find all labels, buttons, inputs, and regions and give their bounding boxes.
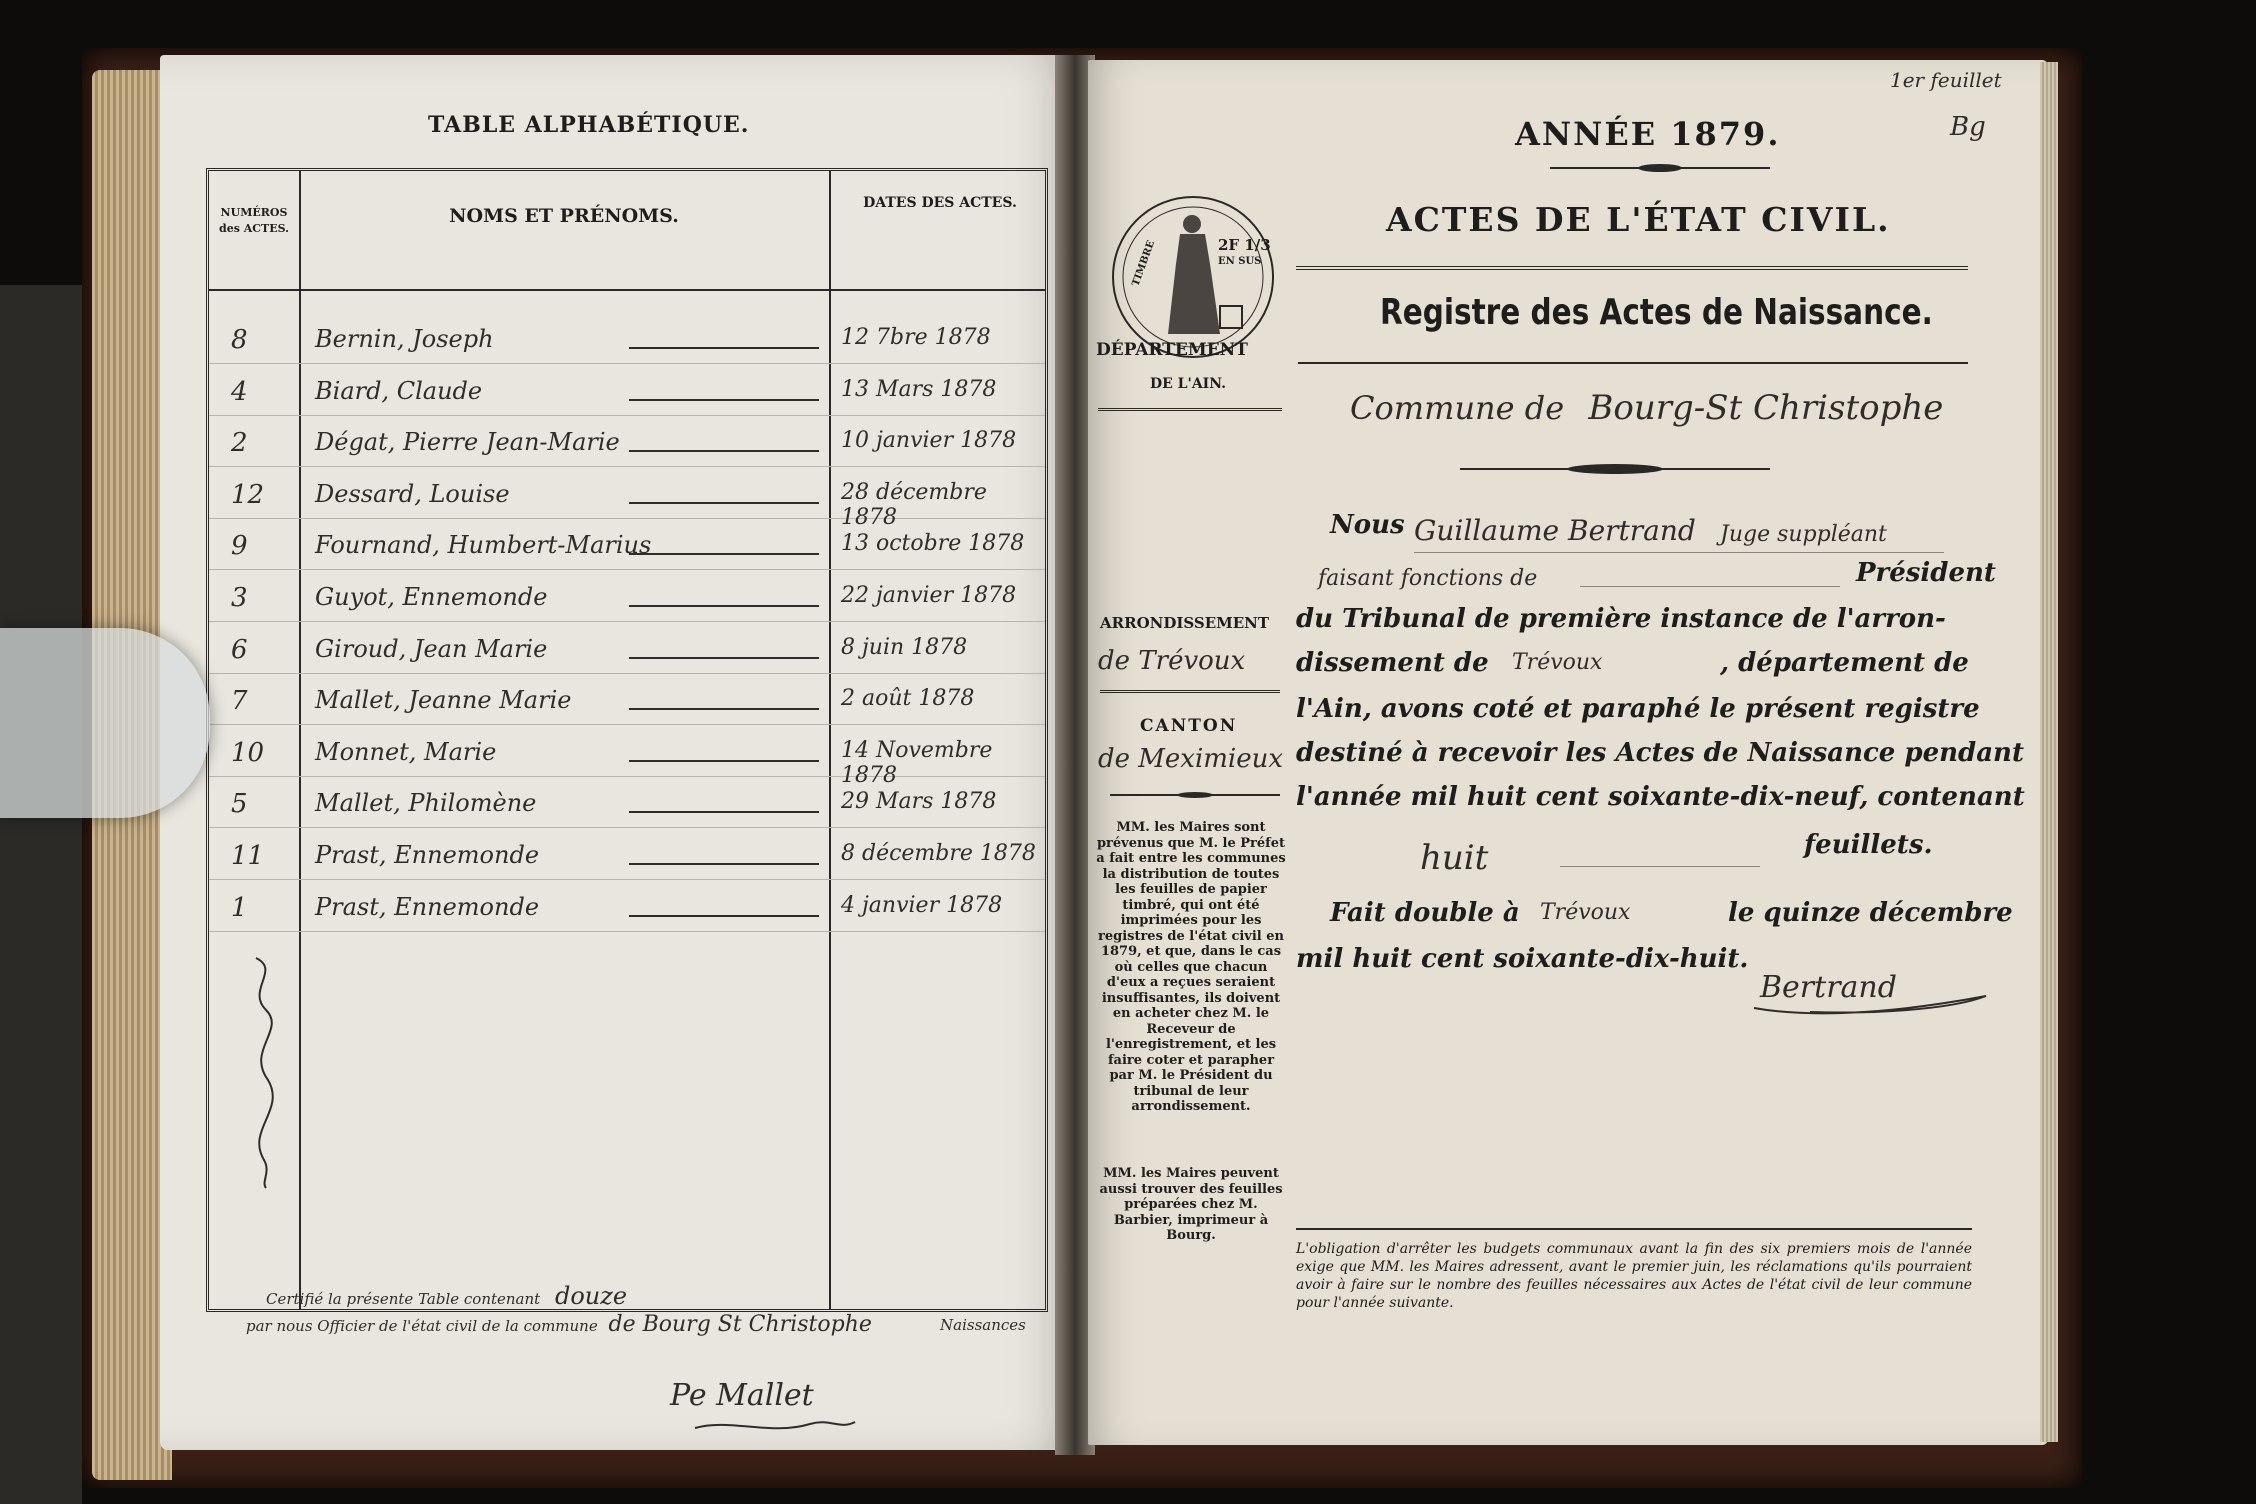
entry-filler-line	[629, 760, 819, 762]
feuillets-label: feuillets.	[1804, 830, 1933, 860]
president-label: Président	[1856, 558, 1996, 588]
entry-filler-line	[629, 811, 819, 813]
departement-label: DÉPARTEMENT	[1096, 340, 1248, 360]
body-line-2-hand: Trévoux	[1512, 650, 1603, 675]
entry-filler-line	[629, 399, 819, 401]
entry-filler-line	[629, 657, 819, 659]
certification-signature: Pe Mallet	[670, 1378, 814, 1413]
header-names: NOMS ET PRÉNOMS.	[449, 205, 679, 227]
entry-filler-line	[629, 605, 819, 607]
entry-date: 12 7bre 1878	[841, 325, 991, 350]
entry-number: 8	[231, 325, 248, 355]
certification-commune: de Bourg St Christophe	[608, 1312, 872, 1337]
certification-count: douze	[554, 1282, 628, 1310]
entry-date: 28 décembre 1878	[841, 479, 987, 530]
column-divider	[299, 171, 301, 1309]
register-rule	[1298, 362, 1968, 364]
entry-name: Prast, Ennemonde	[315, 892, 540, 921]
departement-name: DE L'AIN.	[1150, 376, 1227, 392]
fait-date: le quinze décembre	[1728, 898, 2013, 928]
row-rule	[209, 931, 1045, 932]
entry-name: Dessard, Louise	[315, 479, 510, 508]
row-rule	[209, 673, 1045, 674]
page-clip	[0, 628, 210, 818]
entry-date: 8 juin 1878	[841, 634, 968, 660]
entry-date: 14 Novembre 1878	[841, 737, 993, 788]
stamp-value: 2F 1/3	[1218, 236, 1271, 254]
entry-number: 2	[231, 428, 248, 459]
header-dates: DATES DES ACTES.	[863, 195, 1017, 211]
certification-commune-prefix: par nous Officier de l'état civil de la commune	[246, 1317, 598, 1335]
civil-acts-heading: ACTES DE L'ÉTAT CIVIL.	[1386, 200, 1891, 239]
canton-rule	[1110, 790, 1280, 800]
entry-name: Dégat, Pierre Jean-Marie	[315, 428, 620, 457]
faisant-underline	[1580, 586, 1840, 587]
signature-flourish	[690, 1410, 860, 1440]
entry-date: 29 Mars 1878	[841, 789, 997, 815]
entry-name: Fournand, Humbert-Marius	[315, 531, 652, 560]
entry-name: Biard, Claude	[315, 376, 483, 405]
body-line-1: du Tribunal de première instance de l'arron-	[1296, 604, 1946, 634]
canton-value: de Meximieux	[1098, 744, 1284, 774]
entry-name: Mallet, Philomène	[315, 789, 537, 818]
header-rule	[209, 289, 1045, 291]
body-line-5: l'année mil huit cent soixante-dix-neuf, contenant	[1296, 782, 2025, 812]
signature-flourish-right	[1750, 984, 1990, 1020]
commune-word: Commune	[1350, 389, 1515, 427]
entry-name: Mallet, Jeanne Marie	[315, 686, 572, 715]
fait-double: Fait double à	[1330, 898, 1520, 928]
arrondissement-label: ARRONDISSEMENT	[1100, 614, 1270, 632]
entry-number: 9	[231, 531, 248, 562]
feuillets-underline	[1560, 866, 1760, 867]
entry-filler-line	[629, 450, 819, 452]
nous-name: Guillaume Bertrand	[1414, 514, 1696, 547]
entry-filler-line	[629, 553, 819, 555]
president-signature: Bertrand	[1760, 970, 1897, 1005]
commune-ornament	[1460, 462, 1770, 476]
entry-name: Guyot, Ennemonde	[315, 583, 548, 611]
feuillets-count: huit	[1420, 838, 1489, 878]
entry-date: 4 janvier 1878	[841, 892, 1003, 918]
entry-number: 3	[231, 583, 248, 613]
entry-number: 5	[231, 789, 248, 820]
header-numbers: NUMÉROS des ACTES.	[219, 206, 289, 235]
blank-squiggle	[236, 950, 296, 1190]
stamp-label: TIMBRE	[1130, 239, 1158, 288]
body-line-4: destiné à recevoir les Actes de Naissance pendant	[1296, 738, 2024, 768]
corner-note: 1er feuillet	[1890, 68, 2002, 92]
arrondissement-rule	[1100, 690, 1280, 693]
nous-underline	[1414, 552, 1944, 553]
nous-role: Juge suppléant	[1720, 522, 1887, 547]
fait-place: Trévoux	[1540, 900, 1631, 925]
arrondissement-value: de Trévoux	[1098, 646, 1246, 676]
commune-label	[1350, 388, 1943, 428]
entry-date: 22 janvier 1878	[841, 583, 1017, 608]
ornament-rule	[1550, 160, 1770, 176]
departement-rule	[1098, 408, 1282, 411]
column-divider	[829, 171, 831, 1309]
alphabetical-table	[206, 168, 1048, 1312]
stamp-sub: EN SUS	[1218, 256, 1262, 267]
entry-name: Giroud, Jean Marie	[315, 634, 548, 663]
row-rule	[209, 363, 1045, 364]
row-rule	[209, 879, 1045, 880]
footer-note: L'obligation d'arrêter les budgets communaux avant la fin des six premiers mois de l'année exige que MM. les Maires adressent, avant le premier juin, les réclamations qu'ils pourraient avoir à faire sur le nombre des feuilles nécessaires aux Actes de l'état civil de leur commune pour l'année suivante.	[1296, 1241, 1972, 1311]
entry-date: 8 décembre 1878	[841, 841, 1036, 866]
double-rule	[1296, 266, 1968, 270]
row-rule	[209, 415, 1045, 416]
entry-number: 11	[231, 841, 265, 871]
commune-de: de	[1524, 389, 1565, 427]
register-title: Registre des Actes de Naissance.	[1380, 292, 1933, 333]
entry-name: Bernin, Joseph	[315, 325, 494, 353]
row-rule	[209, 466, 1045, 467]
entry-filler-line	[629, 347, 819, 349]
certification-prefix: Certifié la présente Table contenant	[266, 1290, 541, 1308]
body-line-3: l'Ain, avons coté et paraphé le présent registre	[1296, 694, 1980, 724]
entry-date: 10 janvier 1878	[841, 428, 1017, 454]
entry-number: 4	[231, 376, 248, 407]
entry-name: Prast, Ennemonde	[315, 841, 540, 869]
entry-filler-line	[629, 708, 819, 710]
canton-label: CANTON	[1140, 716, 1238, 736]
nous-label: Nous	[1330, 510, 1405, 540]
entry-date: 13 octobre 1878	[841, 531, 1025, 557]
entry-number: 1	[231, 892, 248, 923]
year-heading: ANNÉE 1879.	[1515, 115, 1781, 153]
faisant-fonctions: faisant fonctions de	[1318, 566, 1538, 591]
row-rule	[209, 827, 1045, 828]
entry-filler-line	[629, 502, 819, 504]
entry-number: 7	[231, 686, 248, 717]
table-title: TABLE ALPHABÉTIQUE.	[428, 112, 750, 138]
certification-suffix: Naissances	[940, 1316, 1026, 1334]
side-note-stamped-paper: MM. les Maires sont prévenus que M. le Préfet a fait entre les communes la distribution de toutes les feuilles de papier timbré, qui ont été imprimées pour les registres de l'état civil en 1879, et que, dans le cas où celles que chacun d'eux a reçues seraient insuffisantes, ils doivent en acheter chez M. le Receveur de l'enregistrement, et les faire coter et parapher par M. le Président du tribunal de leur arrondissement.	[1096, 820, 1286, 1114]
commune-name: Bourg-St Christophe	[1588, 388, 1944, 428]
certification-line1	[266, 1282, 627, 1310]
corner-initials: Bg	[1950, 112, 1986, 142]
body-line-2b: , département de	[1720, 648, 1969, 678]
row-rule	[209, 569, 1045, 570]
background-strip	[0, 285, 82, 1504]
side-note-printer: MM. les Maires peuvent aussi trouver des feuilles préparées chez M. Barbier, imprimeur à Bourg.	[1099, 1166, 1283, 1243]
fait-year: mil huit cent soixante-dix-huit.	[1296, 944, 1749, 974]
entry-filler-line	[629, 915, 819, 917]
entry-name: Monnet, Marie	[315, 737, 497, 766]
entry-number: 10	[231, 737, 265, 768]
row-rule	[209, 621, 1045, 622]
entry-filler-line	[629, 863, 819, 865]
entry-number: 6	[231, 634, 248, 665]
row-rule	[209, 724, 1045, 725]
entry-date: 2 août 1878	[841, 686, 975, 712]
footer-rule	[1296, 1228, 1972, 1230]
certification-line2	[246, 1312, 1046, 1337]
entry-number: 12	[231, 479, 265, 510]
entry-date: 13 Mars 1878	[841, 376, 997, 402]
page-edges-right	[2040, 62, 2058, 1442]
body-line-2a: dissement de	[1296, 648, 1489, 678]
